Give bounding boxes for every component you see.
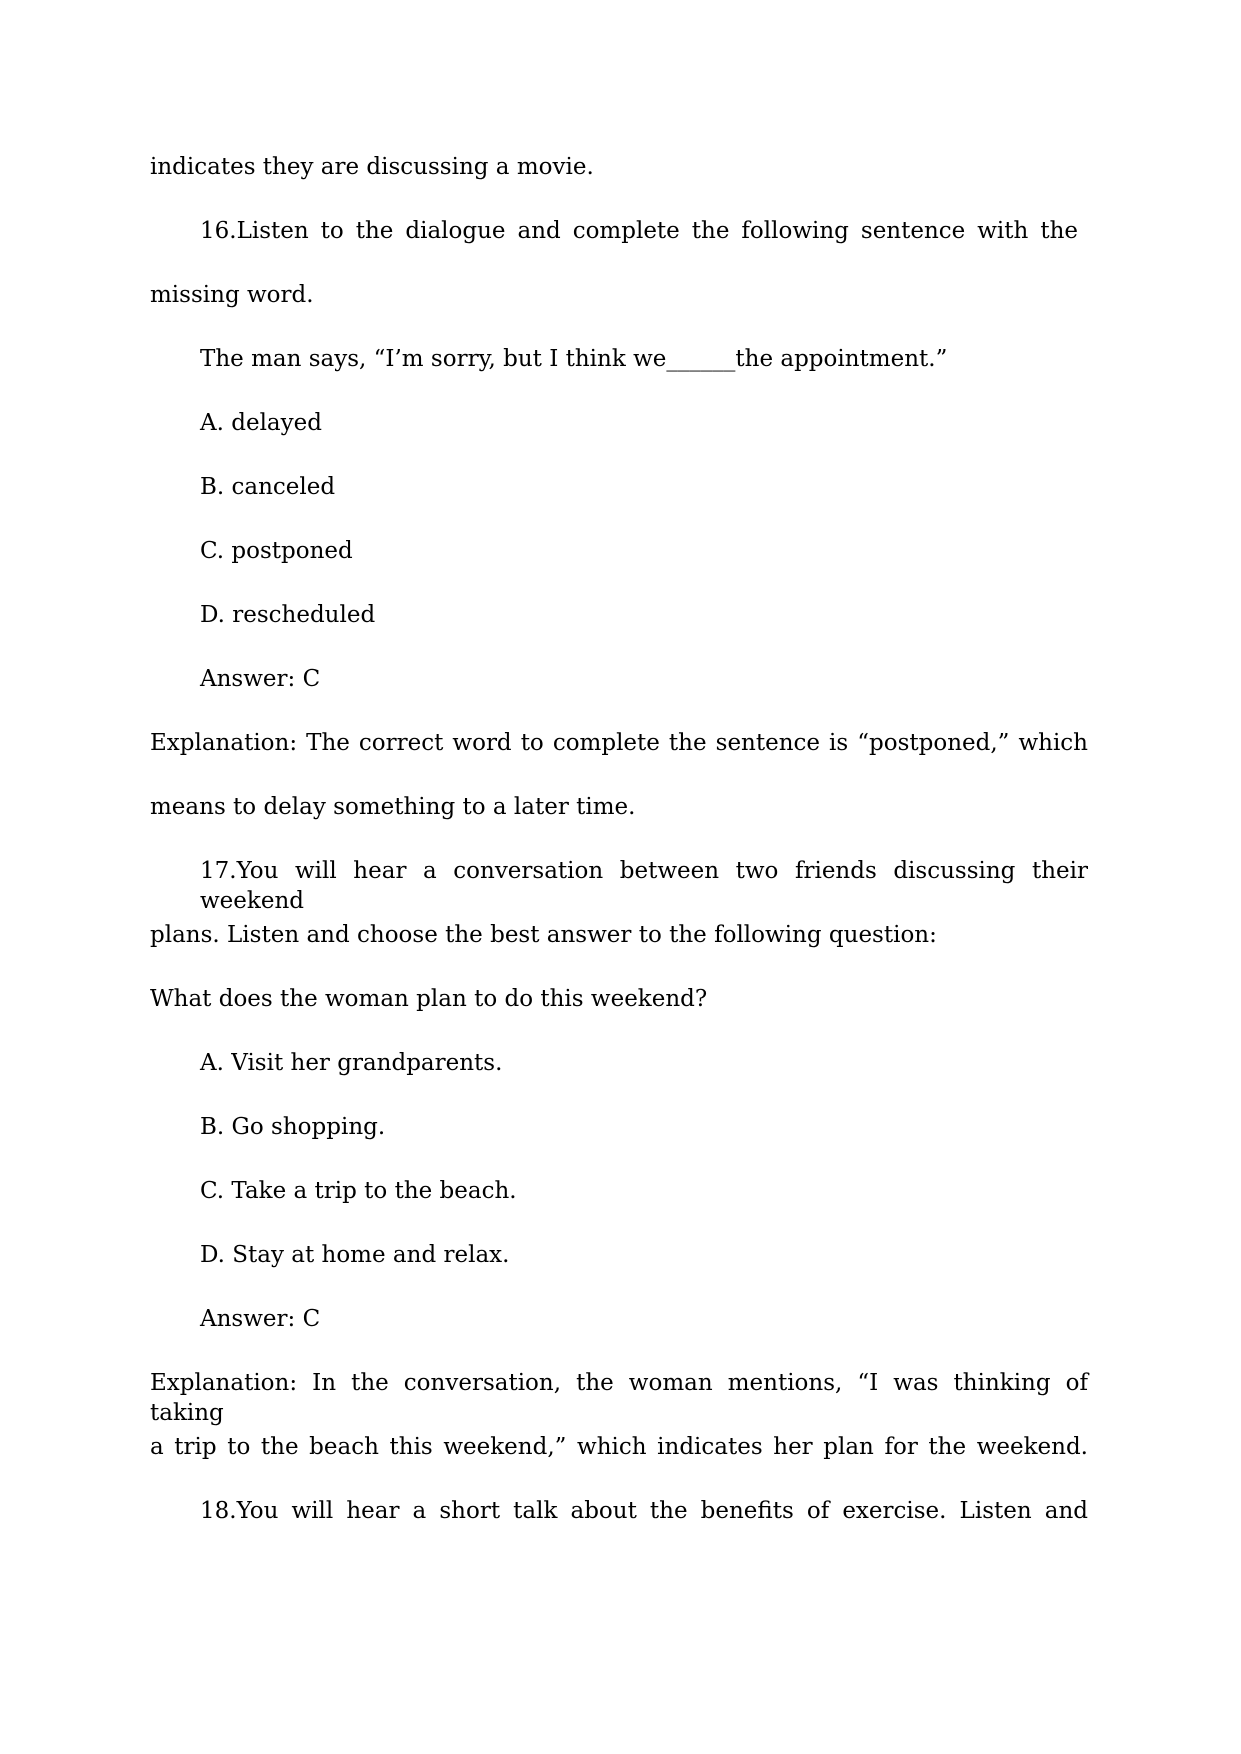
question-16-option-a: A. delayed bbox=[200, 410, 322, 436]
question-17-option-a: A. Visit her grandparents. bbox=[200, 1050, 503, 1076]
question-16-option-d: D. rescheduled bbox=[200, 602, 376, 628]
question-16-prompt: 16.Listen to the dialogue and complete the following sentence with the bbox=[200, 218, 1078, 244]
question-16-sentence: The man says, “I’m sorry, but I think we______the appointment.” bbox=[200, 346, 948, 372]
question-16-option-b: B. canceled bbox=[200, 474, 336, 500]
question-17-option-b: B. Go shopping. bbox=[200, 1114, 386, 1140]
question-17-explanation: Explanation: In the conversation, the woman mentions, “I was thinking of taking bbox=[150, 1370, 1088, 1426]
question-17-prompt: 17.You will hear a conversation between two friends discussing their weekend bbox=[200, 858, 1088, 914]
question-17-question: What does the woman plan to do this weekend? bbox=[150, 986, 708, 1012]
question-17-option-d: D. Stay at home and relax. bbox=[200, 1242, 510, 1268]
question-18-prompt: 18.You will hear a short talk about the benefits of exercise. Listen and bbox=[200, 1498, 1088, 1524]
question-17-prompt-cont: plans. Listen and choose the best answer to the following question: bbox=[150, 922, 937, 948]
question-16-prompt-cont: missing word. bbox=[150, 282, 314, 308]
text-line-continuation: indicates they are discussing a movie. bbox=[150, 154, 594, 180]
question-16-answer: Answer: C bbox=[200, 666, 321, 692]
question-16-explanation-cont: means to delay something to a later time. bbox=[150, 794, 636, 820]
question-16-explanation: Explanation: The correct word to complete the sentence is “postponed,” which bbox=[150, 730, 1088, 756]
question-17-answer: Answer: C bbox=[200, 1306, 321, 1332]
question-17-option-c: C. Take a trip to the beach. bbox=[200, 1178, 517, 1204]
question-17-explanation-cont: a trip to the beach this weekend,” which indicates her plan for the weekend. bbox=[150, 1434, 1088, 1460]
question-16-option-c: C. postponed bbox=[200, 538, 353, 564]
